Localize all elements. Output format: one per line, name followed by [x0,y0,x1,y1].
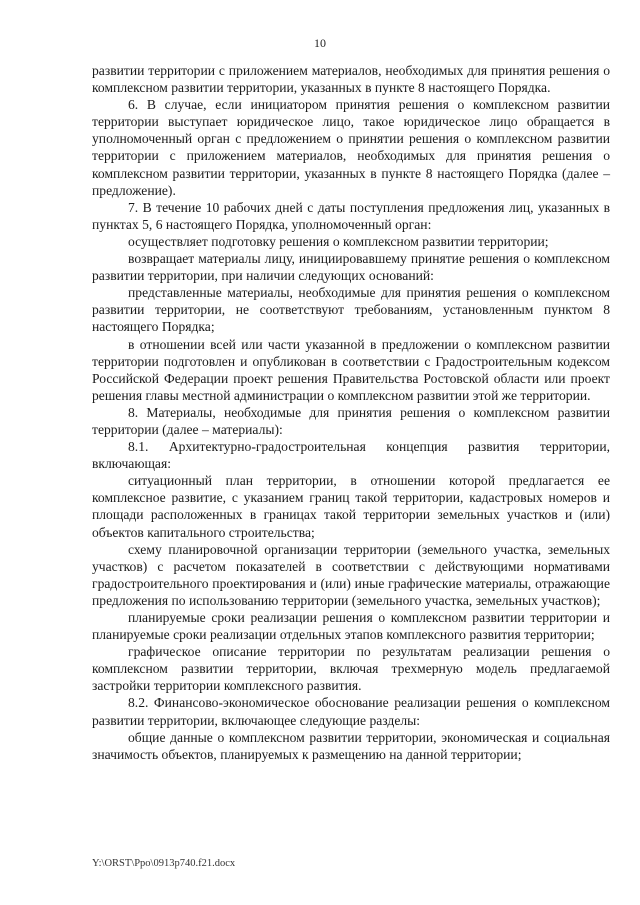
paragraph-item-6: 6. В случае, если инициатором принятия решения о комплексном развитии территории выступает юридическое лицо, такое юридическое лицо обращается в уполномоченный орган с предложением о принятии решения о комплексном развитии территории с приложением материалов, необходимых для принятия решения о комплексном развитии территории, указанных в пункте 8 настоящего Порядка (далее – предложение). [92,97,610,198]
paragraph-graphic-description: графическое описание территории по результатам реализации решения о комплексном развитии территории, включая трехмерную модель предлагаемой застройки территории комплексного развития. [92,644,610,694]
paragraph-item-8: 8. Материалы, необходимые для принятия решения о комплексном развитии территории (далее – материалы): [92,404,610,437]
paragraph-continuation: развитии территории с приложением материалов, необходимых для принятия решения о комплексном развитии территории, указанных в пункте 8 настоящего Порядка. [92,63,610,96]
paragraph-planning-scheme: схему планировочной организации территории (земельного участка, земельных участков) с расчетом показателей в соответствии с действующими нормативами градостроительного проектирования и (или) иные графические материалы, отражающие предложения по использованию территории (земельного участка, земельных участков); [92,541,610,608]
paragraph-planned-terms: планируемые сроки реализации решения о комплексном развитии территории и планируемые сроки реализации отдельных этапов комплексного развития территории; [92,610,610,643]
paragraph-item-7: 7. В течение 10 рабочих дней с даты поступления предложения лиц, указанных в пунктах 5, 6 настоящего Порядка, уполномоченный орган: [92,199,610,232]
document-body [92,62,610,763]
paragraph-general-data: общие данные о комплексном развитии территории, экономическая и социальная значимость объектов, планируемых к размещению на данной территории; [92,729,610,762]
page-number: 10 [314,36,326,50]
file-path-footer: Y:\ORST\Ppo\0913p740.f21.docx [92,858,236,869]
paragraph-ground-noncompliance: представленные материалы, необходимые для принятия решения о комплексном развитии территории, не соответствуют требованиям, установленным пунктом 8 настоящего Порядка; [92,285,610,335]
paragraph-item-8-2: 8.2. Финансово-экономическое обоснование реализации решения о комплексном развитии территории, включающее следующие разделы: [92,695,610,728]
paragraph-returns-materials: возвращает материалы лицу, инициировавшему принятие решения о комплексном развитии территории, при наличии следующих оснований: [92,251,610,284]
paragraph-prepares-decision: осуществляет подготовку решения о комплексном развитии территории; [128,233,549,249]
paragraph-item-8-1: 8.1. Архитектурно-градостроительная концепция развития территории, включающая: [92,439,610,472]
paragraph-situational-plan: ситуационный план территории, в отношении которой предлагается ее комплексное развитие, с указанием границ такой территории, кадастровых номеров и площади расположенных в границах такой территории земельных участков и (или) объектов капитального строительства; [92,473,610,540]
paragraph-ground-existing-project: в отношении всей или части указанной в предложении о комплексном развитии территории подготовлен и опубликован в соответствии с Градостроительным кодексом Российской Федерации проект решения Правительства Ростовской области или проект решения главы местной администрации о комплексном развитии этой же территории. [92,336,610,403]
